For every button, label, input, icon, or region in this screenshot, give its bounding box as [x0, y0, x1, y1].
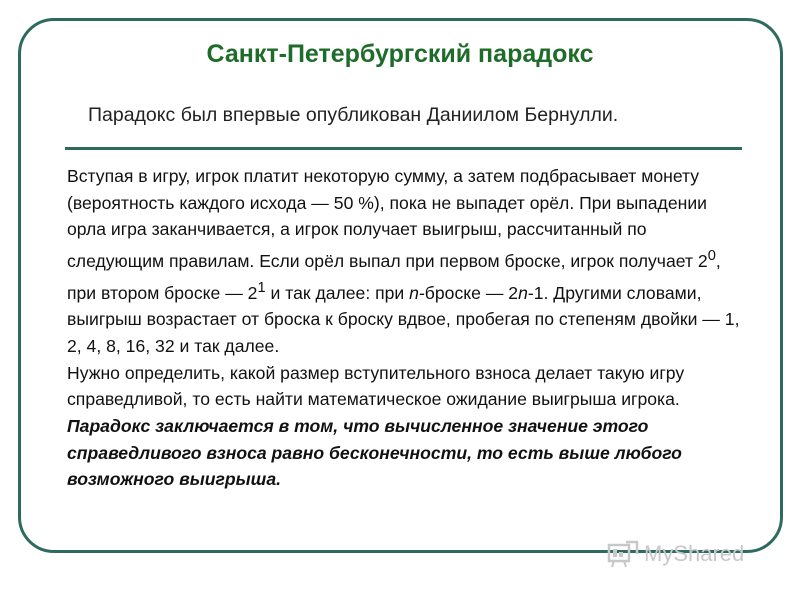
text-segment: Вступая в игру, игрок платит некоторую сумму, а затем подбрасывает монету (вероятность каждого исхода — 50 %), пока не выпадет орёл. При выпадении орла игра заканчивается, а игрок получает выигрыш, рассчитанный по следующим правилам. Если орёл выпал при первом броске, игрок получает 2 [67, 166, 708, 271]
paragraph-question [67, 360, 747, 494]
myshared-logo-icon [606, 539, 640, 569]
paradox-statement: Парадокс заключается в том, что вычисленное значение этого справедливого взноса равно бесконечности, то есть выше любого возможного выигрыша. [67, 416, 682, 490]
exponent: 0 [707, 248, 716, 265]
text-segment: и так далее: при [265, 282, 410, 303]
text-segment: Нужно определить, какой размер вступительного взноса делает такую игру справедливой, то есть найти математическое ожидание выигрыша игрока. [67, 362, 685, 410]
text-segment: , при втором броске — 2 [67, 250, 721, 303]
divider [65, 147, 742, 150]
watermark-text: MyShared [644, 541, 745, 566]
body-text [67, 163, 747, 493]
exponent: 1 [257, 279, 266, 296]
slide-subtitle: Парадокс был впервые опубликован Даниилом Бернулли. [88, 104, 619, 126]
watermark [606, 536, 744, 572]
paragraph-rules [67, 163, 747, 360]
variable-n: n [518, 282, 528, 303]
text-segment: -1. Другими словами, выигрыш возрастает от броска к броску вдвое, пробегая по степеням двойки — 1, 2, 4, 8, 16, 32 и так далее. [67, 282, 740, 356]
text-segment: -броске — 2 [418, 282, 519, 303]
slide-title: Санкт-Петербургский парадокс [206, 40, 594, 68]
variable-n: n [409, 282, 419, 303]
